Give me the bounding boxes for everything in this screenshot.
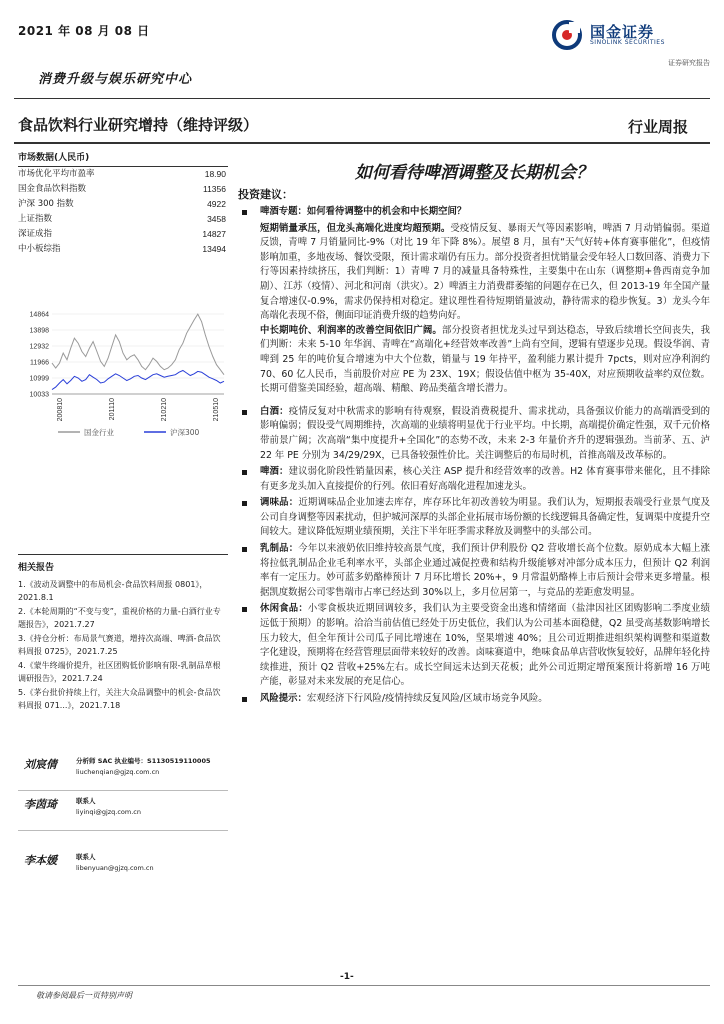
section-label: 休闲食品： — [260, 603, 308, 615]
section-body: 近期调味品企业加速去库存，库存环比年初改善较为明显。我们认为，短期报表端受行业景气度及公司自身调整等因素扰动，但护城河深厚的头部企业拓展市场份额的长线逻辑具备确定性，复调渠中度提升空间较大。建议降低短期业绩预期，关注下半年旺季需求释放及调整中的头部公司。 — [260, 497, 711, 538]
market-data-panel — [18, 150, 228, 257]
market-row-value: 14827 — [202, 229, 226, 239]
market-row-label: 中小板综指 — [18, 244, 61, 254]
page-number: -1- — [340, 972, 354, 982]
contact-role: 联系人 — [76, 853, 96, 861]
section-body: 今年以来液奶依旧维持较高景气度，我们预计伊利股份 Q2 营收增长高个位数。原奶成本大幅上涨将拉低乳制品企业毛利率水平，头部企业通过减促控费和结构升级能够对冲部分成本压力，但预计 Q2 利润率有一定压力。妙可蓝多奶酪棒预计 7 月环比增长 20%+，9 月常温奶酪棒上市后预计会带来更多增量。根据凯度数据公司零售端市占率已经达到 30%以上，多月位居第一，与竞品的差距愈发明显。 — [260, 543, 710, 598]
index-chart — [18, 308, 228, 444]
beer-topic-label: 啤酒专题：如何看待调整中的机会和中长期空间？ — [260, 206, 467, 217]
y-tick-label: 10033 — [29, 391, 49, 399]
bullet-icon — [242, 697, 247, 702]
sector-section — [238, 542, 710, 600]
legend-label: 国金行业 — [84, 428, 114, 437]
market-row — [18, 197, 228, 212]
advice-body — [238, 186, 710, 709]
beer-p1-lead: 短期销量承压，但龙头高端化进度均超预期。 — [260, 222, 451, 234]
sector-section — [238, 405, 710, 463]
market-row-value: 4922 — [207, 199, 226, 209]
analyst-email[interactable]: liuchenqian@gjzq.com.cn — [76, 768, 160, 776]
beer-p2-lead: 中长期吨价、利润率的改善空间依旧广阔。 — [260, 324, 442, 336]
related-item[interactable]: 3.《持仓分析：布局景气赛道，增持次高端、啤酒-食品饮料周报 0725》，2021.7.25 — [18, 634, 221, 656]
market-row — [18, 182, 228, 197]
bullet-icon — [242, 547, 247, 552]
logo-mark-icon — [552, 20, 582, 50]
related-item[interactable]: 4.《蒙牛终端价提升，社区团购低价影响有限-乳制品草根调研报告》，2021.7.24 — [18, 661, 221, 683]
section-body: 建议弱化阶段性销量因素，核心关注 ASP 提升和经营效率的改善。H2 体育赛事带来催化，且不排除有更多龙头加入直接提价的行列。依旧看好高端化进程加速龙头。 — [260, 466, 710, 492]
market-row-value: 11356 — [202, 184, 226, 194]
x-tick-label: 201110 — [109, 398, 116, 421]
sector-section — [238, 496, 710, 540]
related-list — [18, 578, 228, 713]
series-line-0 — [52, 314, 224, 375]
y-tick-label: 10999 — [29, 375, 49, 383]
report-title: 食品饮料行业研究增持（维持评级） — [18, 116, 259, 134]
index-chart-svg — [18, 308, 228, 444]
logo-en: SINOLINK SECURITIES — [590, 39, 665, 46]
logo-cn: 国金证券 — [590, 23, 655, 41]
market-row-value: 3458 — [207, 214, 226, 224]
legend-label: 沪深300 — [170, 428, 200, 437]
beer-p1-body: 受疫情反复、暴雨天气等因素影响，啤酒 7 月动销偏弱。渠道反馈，青啤 7 月销量同比-9%（对比 19 年下降 8%）。展望 8 月，虽有“天气好转+体育赛事催化”，但疫情影响加重，多地夜场、餐饮受限，预计需求端仍有压力。部分投资者担忧销量会受年轻人口数回落、消费力下行等因素持续挤压，我们判断：1）青啤 7 月的减量具备特殊性，主要集中在山东（调整期+鲁西南竞争加剧）、江苏（疫情）、河北和河南（洪灾）。2）啤酒主力消费群萎缩的问题存在已久，但 2013-19 年全国产量复合增速仅-0.9%，需求仍保持相对稳定。建议理性看待短期销量波动，静待需求的稳步恢复。3）龙头今年高端化表现不俗，侧面印证消费升级的趋势向好。 — [260, 222, 711, 322]
analyst-role: 分析师 SAC 执业编号：S1130519110005 — [76, 757, 211, 765]
main-title: 如何看待啤酒调整及长期机会？ — [355, 163, 593, 183]
header-divider — [14, 98, 710, 99]
analyst-name: 刘宸倩 — [24, 758, 57, 771]
related-item[interactable]: 2.《本轮周期的“不变与变”，重视价格的力量-白酒行业专题报告》，2021.7.27 — [18, 607, 221, 629]
section-body: 宏观经济下行风险/疫情持续反复风险/区域市场竞争风险。 — [306, 693, 548, 704]
contact-role: 联系人 — [76, 797, 96, 805]
report-type: 证券研究报告 — [668, 59, 710, 67]
market-row — [18, 242, 228, 257]
section-label: 风险提示： — [260, 693, 307, 704]
series-line-1 — [52, 371, 224, 390]
logo — [552, 18, 712, 50]
bullet-icon — [242, 470, 247, 475]
market-row — [18, 227, 228, 242]
beer-para-2 — [238, 324, 710, 397]
market-row-label: 深证成指 — [18, 229, 53, 239]
market-row — [18, 212, 228, 227]
title-divider — [14, 142, 710, 144]
bullet-icon — [242, 607, 247, 612]
sector-section — [238, 465, 710, 494]
y-tick-label: 12932 — [29, 343, 49, 351]
contact-name: 李茵琦 — [24, 798, 57, 811]
y-tick-label: 13898 — [29, 327, 49, 335]
analyst-divider — [18, 790, 228, 791]
bullet-icon — [242, 501, 247, 506]
market-row — [18, 167, 228, 182]
sector-sections — [238, 405, 710, 707]
contact-card — [18, 820, 228, 872]
report-date: 2021 年 08 月 08 日 — [18, 24, 150, 38]
footer-divider — [18, 985, 710, 986]
sector-section — [238, 692, 710, 707]
report-kind: 行业周报 — [627, 118, 688, 136]
y-tick-label: 14864 — [29, 311, 49, 319]
market-data-header: 市场数据(人民币) — [18, 150, 228, 167]
market-row-value: 18.90 — [204, 169, 226, 179]
sector-section — [238, 602, 710, 690]
advice-header: 投资建议： — [238, 188, 293, 201]
bullet-icon — [242, 210, 247, 215]
research-center: 消费升级与娱乐研究中心 — [38, 72, 193, 87]
related-item[interactable]: 5.《茅台批价持续上行，关注大众品调整中的机会-食品饮料周报 071...》，2021.7.18 — [18, 688, 221, 710]
market-row-label: 市场优化平均市盈率 — [18, 169, 95, 179]
market-data-list — [18, 167, 228, 257]
market-row-label: 沪深 300 指数 — [18, 199, 74, 209]
contact-name: 李本媛 — [24, 854, 57, 867]
market-row-value: 13494 — [202, 244, 226, 254]
contact-email[interactable]: liyinqi@gjzq.com.cn — [76, 808, 141, 816]
market-row-label: 上证指数 — [18, 214, 53, 224]
market-row-label: 国金食品饮料指数 — [18, 184, 87, 194]
x-tick-label: 200810 — [57, 398, 64, 422]
section-body: 疫情反复对中秋需求的影响有待观察，假设消费税提升、需求扰动，具备强议价能力的高端酒受到的影响偏弱；假设受气周期维持，次高端的业绩将明显优于行业平均。中长期，高端提价确定性强，双千元价格带前景广阔；次高端“集中度提升+全国化”的态势不改，未来 2-3 年量价齐升的逻辑强劲。当前茅、五、泸 22 年 PE 分别为 34/29/29X，已具备较强性价比。关注调整后的布局时机，首推高端及改革标的。 — [260, 405, 711, 461]
section-body: 小零食板块近期回调较多，我们认为主要受资金出逃和情绪面（盐津因社区团购影响二季度业绩远低于预期）的影响。洽洽当前估值已经处于历史低位，我们认为公司基本面稳健，Q2 虽受高基数影响增长压力较大，但全年预计公司瓜子同比增速在 10%，坚果增速 40%；且公司近期推进组织架构调整和渠道数字化建设，预期将在经营管理层面带来较好的改善。卤味赛道中，绝味食品单店营收恢复较好，品牌年轻化持续推进，预计 Q2 营收+25%左右。成长空间远未达到天花板；此外公司近期定增预案预计将新增 16 万吨产能，彰显对未来发展的充足信心。 — [260, 603, 711, 688]
related-divider — [18, 554, 228, 555]
y-tick-label: 11966 — [30, 359, 49, 367]
beer-p2-body: 部分投资者担忧龙头过早到达稳态，导致后续增长空间丧失，我们判断：未来 5-10 年华润、青啤在“高端化+经营效率改善”上尚有空间，逻辑有望逐步兑现。假设华润、青啤到 25 年的吨价复合增速为中大个位数，销量与 19 年持平，盈利能力累计提升 7pcts，则对应净利润约 70、60 亿人民币，当前股价对应 PE 为 23X、19X；假设估值中枢为 35-40X，对应预期收益率约双位数。长期可借鉴美国经验，超高端、精酿、跨品类蕴含增长潜力。 — [260, 324, 710, 395]
section-label: 白酒： — [260, 405, 289, 417]
contact-email[interactable]: libenyuan@gjzq.com.cn — [76, 864, 154, 872]
related-item[interactable]: 1.《波动及调整中的布局机会-食品饮料周报 0801》，2021.8.1 — [18, 580, 208, 602]
beer-topic — [238, 205, 710, 220]
section-label: 调味品： — [260, 497, 299, 509]
x-tick-label: 210210 — [161, 398, 168, 422]
x-tick-label: 210510 — [213, 398, 220, 422]
section-label: 乳制品： — [260, 543, 299, 555]
section-label: 啤酒： — [260, 466, 289, 478]
bullet-icon — [242, 410, 247, 415]
beer-para-1 — [238, 222, 710, 324]
related-header: 相关报告 — [18, 563, 55, 573]
footer-disclaimer: 敬请参阅最后一页特别声明 — [36, 991, 132, 1000]
